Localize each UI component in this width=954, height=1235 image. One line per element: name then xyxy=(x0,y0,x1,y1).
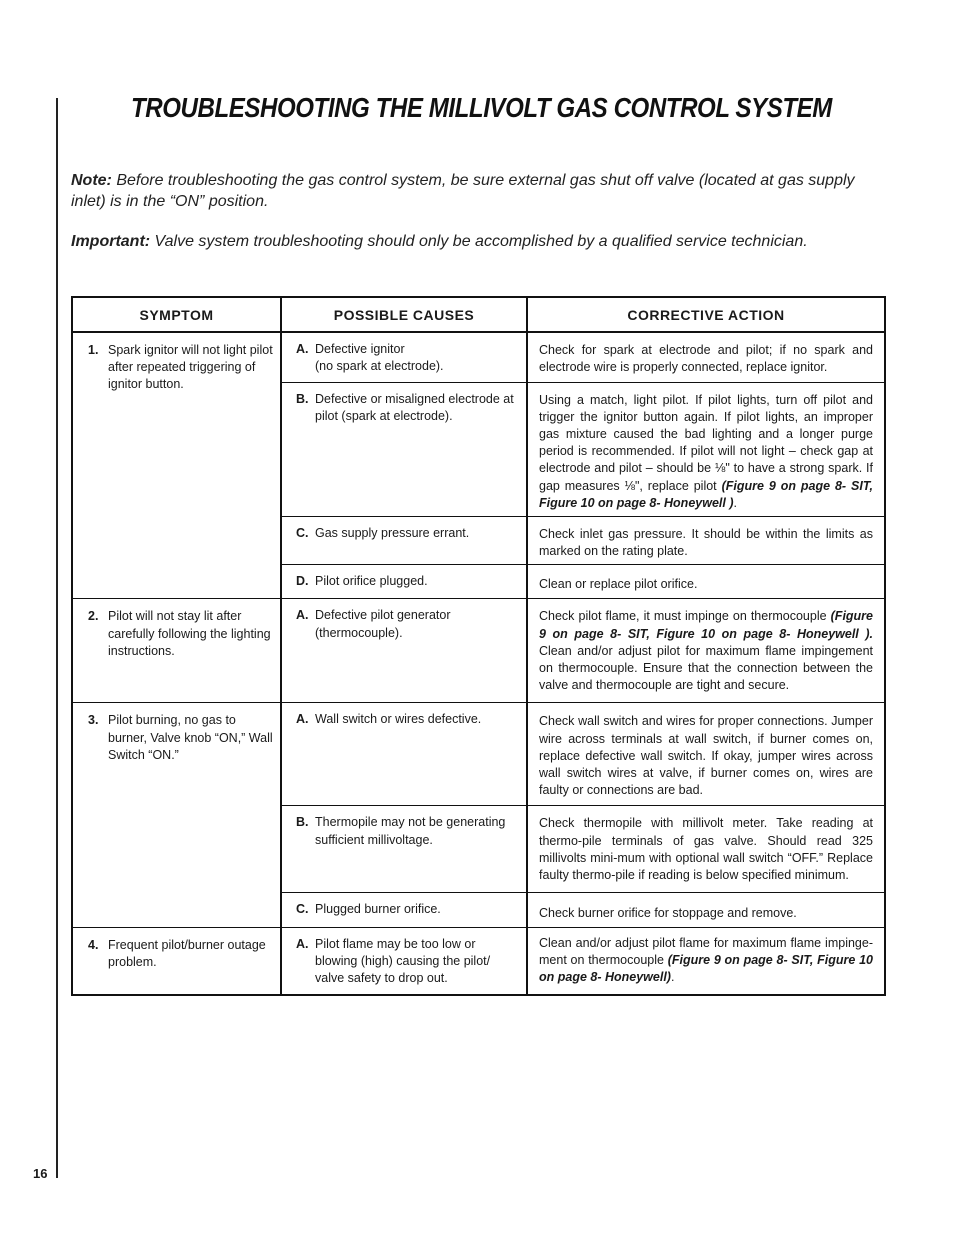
symptom-number: 1. xyxy=(88,343,99,357)
cause-text: Thermopile may not be generating sufficient millivoltage. xyxy=(315,815,506,847)
action-cell xyxy=(527,927,885,995)
cause-letter: A. xyxy=(296,936,309,951)
symptom-text: Frequent pilot/burner outage problem. xyxy=(108,937,266,969)
symptom-cell xyxy=(72,599,281,703)
cause-text-line2: (no spark at electrode). xyxy=(315,359,444,374)
action-cell xyxy=(527,599,885,703)
cause-letter: D. xyxy=(296,574,309,589)
symptom-number: 3. xyxy=(88,713,99,728)
cause-cell xyxy=(281,927,527,995)
cause-cell xyxy=(281,893,527,927)
table-row xyxy=(72,927,885,995)
important-label: Important: xyxy=(71,233,151,250)
note-paragraph xyxy=(71,170,886,212)
action-tail: . xyxy=(670,969,675,984)
action-tail: Clean and/or adjust pilot for maximum flame impingement on thermocouple. Ensure that the connection between the valve and thermocouple are tight and secure. xyxy=(539,643,873,693)
action-cell xyxy=(527,382,885,516)
table-header-row xyxy=(72,297,885,332)
page-title: TROUBLESHOOTING THE MILLIVOLT GAS CONTROL SYSTEM xyxy=(131,92,832,123)
cause-text: Plugged burner orifice. xyxy=(315,902,441,917)
cause-text: Defective pilot generator (thermocouple). xyxy=(315,608,451,640)
action-cell: Clean or replace pilot orifice. xyxy=(527,565,885,599)
note-text: Before troubleshooting the gas control system, be sure external gas shut off valve (located at gas supply inlet) is in the “ON” position. xyxy=(71,172,855,210)
cause-cell xyxy=(281,382,527,516)
action-text: Using a match, light pilot. If pilot lights, turn off pilot and trigger the ignitor button again. If pilot lights, an improper gas mixture caused the bad lighting and a longer purge period is recommended. If pilot will not light – check gap at electrode and pilot – should be ⅛" to have a strong spark. If gap measures ⅛", replace pilot xyxy=(539,392,873,493)
cause-letter: C. xyxy=(296,525,309,540)
symptom-number: 2. xyxy=(88,609,99,624)
action-tail: . xyxy=(733,495,737,510)
symptom-number: 4. xyxy=(88,937,99,952)
cause-cell xyxy=(281,565,527,599)
symptom-text: Spark ignitor will not light pilot after repeated triggering of ignitor button. xyxy=(108,343,273,392)
note-label: Note: xyxy=(71,172,112,189)
header-symptom: SYMPTOM xyxy=(72,297,281,332)
action-text: Clean and/or adjust pilot flame for maximum flame impinge-ment on thermocouple xyxy=(539,935,873,967)
action-cell: Check for spark at electrode and pilot; if no spark and electrode wire is properly connected, replace ignitor. xyxy=(527,332,885,382)
cause-text: Pilot orifice plugged. xyxy=(315,574,428,589)
cause-cell xyxy=(281,332,527,382)
cause-text: Pilot flame may be too low or blowing (high) causing the pilot/ valve safety to drop out. xyxy=(315,936,491,985)
header-corrective-action: CORRECTIVE ACTION xyxy=(527,297,885,332)
cause-letter: C. xyxy=(296,902,309,917)
cause-letter: A. xyxy=(296,342,309,356)
cause-text-line1: Defective ignitor xyxy=(315,342,405,356)
symptom-cell xyxy=(72,927,281,995)
figure-reference: (Figure 9 on page 8- SIT, Figure 10 on page 8- Honeywell ). xyxy=(539,609,873,641)
cause-text: Defective or misaligned electrode at pilot (spark at electrode). xyxy=(315,391,514,423)
symptom-cell xyxy=(72,332,281,599)
table-row xyxy=(72,599,885,703)
cause-cell xyxy=(281,703,527,806)
cause-text: Gas supply pressure errant. xyxy=(315,525,470,540)
symptom-text: Pilot burning, no gas to burner, Valve knob “ON,” Wall Switch “ON.” xyxy=(108,713,273,762)
page-number: 16 xyxy=(33,1166,48,1181)
table-row xyxy=(72,703,885,806)
table-row xyxy=(72,332,885,382)
action-cell: Check thermopile with millivolt meter. Take reading at thermo-pile terminals of gas valve. Should read 325 millivolts mini-mum with optional wall switch “OFF.” Replace faulty thermo-pile if reading is below specified minimum. xyxy=(527,806,885,893)
important-text: Valve system troubleshooting should only be accomplished by a qualified service technician. xyxy=(150,233,808,250)
cause-cell xyxy=(281,599,527,703)
action-cell: Check inlet gas pressure. It should be within the limits as marked on the rating plate. xyxy=(527,516,885,564)
action-text: Check pilot flame, it must impinge on thermocouple xyxy=(539,609,831,624)
cause-cell xyxy=(281,516,527,564)
figure-reference: (Figure 9 on page 8- SIT, Figure 10 on page 8- Honeywell ) xyxy=(539,478,873,510)
cause-letter: B. xyxy=(296,815,309,830)
cause-text xyxy=(315,341,444,375)
cause-letter: B. xyxy=(296,391,309,406)
symptom-text: Pilot will not stay lit after carefully following the lighting instructions. xyxy=(108,609,271,658)
symptom-cell xyxy=(72,703,281,927)
header-possible-causes: POSSIBLE CAUSES xyxy=(281,297,527,332)
cause-letter: A. xyxy=(296,712,309,727)
cause-text: Wall switch or wires defective. xyxy=(315,712,482,727)
margin-rule xyxy=(56,98,58,1178)
cause-letter: A. xyxy=(296,608,309,623)
figure-reference: (Figure 9 on page 8- SIT, Figure 10 on page 8- Honeywell) xyxy=(539,952,873,984)
action-cell: Check wall switch and wires for proper connections. Jumper wire across terminals at wall switch, if burner comes on, replace defective wall switch. If okay, jumper wires across wall switch wires at valve, if burner comes on, wires are faulty or connections are bad. xyxy=(527,703,885,806)
action-cell: Check burner orifice for stoppage and remove. xyxy=(527,893,885,927)
troubleshooting-table xyxy=(71,296,886,996)
important-paragraph xyxy=(71,231,886,252)
cause-cell xyxy=(281,806,527,893)
